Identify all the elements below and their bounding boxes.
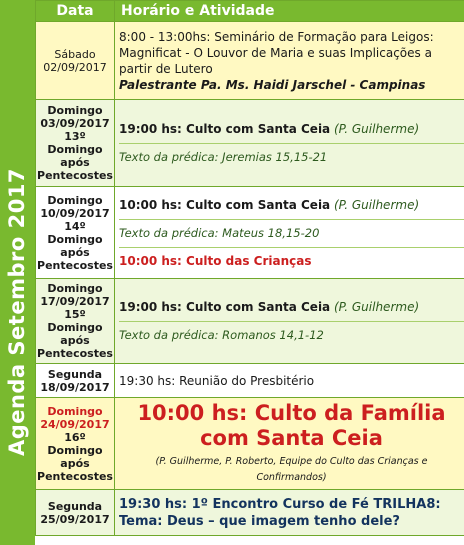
course-theme: Tema: Deus – que imagem tenho dele? [119,513,400,529]
sidebar-title: Agenda Setembro 2017 [5,167,29,457]
date: 24/09/2017 [40,417,110,431]
sunday-label: 15º Domingo [47,308,103,334]
sunday-label: após [60,456,90,470]
credits: (P. Guilherme, P. Roberto, Equipe do Culto das Crianças e Confirmandos) [155,456,428,483]
agenda-row [36,279,464,364]
sidebar-band [0,0,35,545]
divider [119,247,464,248]
date: 10/09/2017 [40,206,110,220]
divider [119,143,464,144]
activity-cell [115,279,464,364]
activity-cell [115,22,464,100]
weekday: Sábado [54,47,96,61]
agenda-table [35,0,464,536]
sunday-label: 16º Domingo [47,430,103,457]
family-culto-subtitle: com Santa Ceia [200,426,383,450]
sunday-label: 13º Domingo [47,130,103,156]
pastor-name: (P. Guilherme) [333,122,420,136]
date-cell [36,490,115,536]
activity-line: Magnificat - O Louvor de Maria e suas Implicações a [119,45,432,60]
date: 18/09/2017 [40,380,110,394]
weekday: Segunda [47,367,103,381]
sunday-label: Pentecostes [37,169,113,182]
sunday-label: após [60,156,90,169]
sermon-text: Texto da prédica: Jeremias 15,15-21 [119,150,328,164]
date-cell [36,398,115,490]
sunday-label: Pentecostes [37,469,113,483]
activity-line: partir de Lutero [119,61,213,76]
date: 02/09/2017 [43,60,107,74]
activity-cell [115,100,464,187]
culto-title: 10:00 hs: Culto com Santa Ceia [119,197,331,212]
divider [119,219,464,220]
date: 25/09/2017 [40,512,110,526]
weekday: Domingo [47,104,103,117]
weekday: Domingo [47,193,103,207]
date-cell [36,22,115,100]
activity-cell [115,490,464,536]
date-cell [36,100,115,187]
agenda-row [36,490,464,536]
sunday-label: Pentecostes [37,347,113,360]
date-cell [36,279,115,364]
header-row [36,1,464,22]
kids-culto: 10:00 hs: Culto das Crianças [119,253,312,268]
culto-title: 19:00 hs: Culto com Santa Ceia [119,122,331,136]
agenda-row [36,100,464,187]
activity-cell [115,398,464,490]
event-text: 19:30 hs: Reunião do Presbitério [119,373,315,388]
pastor-name: (P. Guilherme) [333,197,420,212]
pastor-name: (P. Guilherme) [333,300,420,314]
activity-cell [115,364,464,398]
weekday: Domingo [47,282,103,295]
activity-line: 8:00 - 13:00hs: Seminário de Formação para Leigos: [119,29,434,44]
weekday: Segunda [47,499,103,513]
sunday-label: 14º Domingo [47,219,103,246]
date-cell [36,364,115,398]
date-cell [36,187,115,279]
date: 03/09/2017 [40,117,110,130]
agenda-row [36,187,464,279]
agenda-row [36,398,464,490]
agenda-row [36,22,464,100]
agenda-row [36,364,464,398]
divider [119,321,464,322]
sermon-text: Texto da prédica: Romanos 14,1-12 [119,328,324,342]
sunday-label: após [60,245,90,259]
speaker: Palestrante Pa. Ms. Haidi Jarschel - Campinas [119,77,426,92]
activity-cell [115,187,464,279]
sunday-label: Pentecostes [37,258,113,272]
culto-title: 19:00 hs: Culto com Santa Ceia [119,300,331,314]
weekday: Domingo [47,404,103,418]
family-culto-title: 10:00 hs: Culto da Família [137,401,446,425]
header-horario: Horário e Atividade [115,1,464,22]
header-data: Data [36,1,115,22]
date: 17/09/2017 [40,295,110,308]
sunday-label: após [60,334,90,347]
sermon-text: Texto da prédica: Mateus 18,15-20 [119,225,320,240]
course-line: 19:30 hs: 1º Encontro Curso de Fé TRILHA8: [119,496,441,512]
